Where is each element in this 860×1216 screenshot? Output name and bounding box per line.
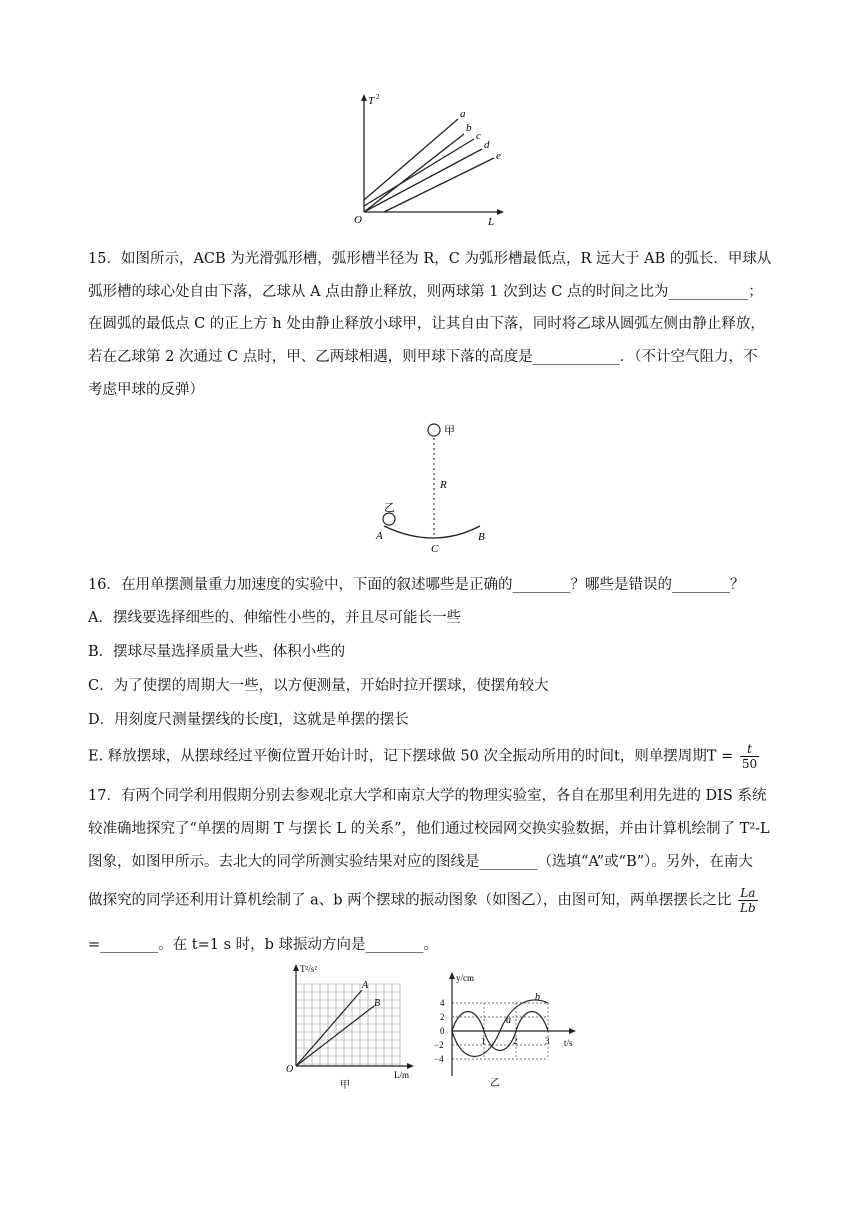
x-axis-label: L xyxy=(488,216,495,227)
wave-b-label: b xyxy=(535,992,540,1003)
jia-caption: 甲 xyxy=(340,1080,350,1090)
point-c-label: C xyxy=(431,543,439,555)
jia-origin: O xyxy=(286,1064,294,1075)
q15-line-3: 在圆弧的最低点 C 的正上方 h 处由静止释放小球甲，让其自由下落，同时将乙球从圆弧左侧由静止释放， xyxy=(88,316,765,332)
label-d: d xyxy=(484,139,490,151)
radius-label: R xyxy=(440,479,447,491)
yi-x-label: t/s xyxy=(564,1038,573,1048)
q17-line-4 xyxy=(88,886,760,915)
wave-b xyxy=(452,1000,548,1057)
q17-line-2: 较准确地探究了“单摆的周期 T 与摆长 L 的关系”，他们通过校园网交换实验数据，并由计算机绘制了 T²-L xyxy=(88,821,770,837)
xtick-2: 2 xyxy=(513,1036,518,1046)
line-e xyxy=(384,158,494,212)
point-a-label: A xyxy=(376,530,383,542)
label-e: e xyxy=(496,150,501,162)
ytick-2: 2 xyxy=(440,1012,445,1022)
q16-option-e-text: E. 释放摆球，从摆球经过平衡位置开始计时，记下摆球做 50 次全振动所用的时间t，则单摆周期T = xyxy=(88,748,734,765)
line-B xyxy=(296,1006,374,1066)
q15-line-1: 15．如图所示，ACB 为光滑弧形槽，弧形槽半径为 R，C 为弧形槽最低点，R 远大于 AB 的弧长．甲球从 xyxy=(88,251,772,267)
jia-y-label: T²/s² xyxy=(300,964,317,974)
ytick-neg4: −4 xyxy=(434,1054,444,1064)
q17-last-line: =________。在 t=1 s 时，b 球振动方向是________。 xyxy=(88,937,439,953)
ratio-numerator: La xyxy=(738,886,758,901)
ratio-denominator: Lb xyxy=(740,901,756,915)
q16-option-a: A．摆线要选择细些的、伸缩性小些的，并且尽可能长一些 xyxy=(88,610,461,626)
y-axis-exponent: 2 xyxy=(376,93,380,101)
ball-jia xyxy=(428,424,440,436)
xtick-1: 1 xyxy=(481,1036,486,1046)
q15-line-5: 考虑甲球的反弹） xyxy=(88,382,204,398)
yi-caption: 乙 xyxy=(490,1078,500,1089)
q15-line-2: 弧形槽的球心处自由下落，乙球从 A 点由静止释放，则两球第 1 次到达 C 点的时间之比为___________； xyxy=(88,284,763,300)
q16-stem: 16．在用单摆测量重力加速度的实验中，下面的叙述哪些是正确的________？哪些是错误的________？ xyxy=(88,577,745,593)
yi-y-label: y/cm xyxy=(456,973,474,983)
ytick-0: 0 xyxy=(440,1026,445,1036)
q16-option-d: D．用刻度尺测量摆线的长度l，这就是单摆的摆长 xyxy=(88,712,409,728)
origin-label: O xyxy=(354,214,362,226)
ball-jia-label: 甲 xyxy=(444,425,455,437)
figure-yi xyxy=(432,968,592,1090)
line-d xyxy=(364,149,482,212)
label-b: b xyxy=(466,122,472,134)
line-a xyxy=(364,119,458,200)
fraction-numerator: t xyxy=(740,742,759,757)
q16-option-c: C．为了使摆的周期大一些，以方便测量，开始时拉开摆球，使摆角较大 xyxy=(88,678,549,694)
period-fraction xyxy=(740,742,759,771)
q16-option-b: B．摆球尽量选择质量大些、体积小些的 xyxy=(88,644,346,660)
ytick-neg2: −2 xyxy=(434,1040,444,1050)
line-b xyxy=(364,134,464,212)
figure-jia xyxy=(280,960,420,1090)
xtick-3: 3 xyxy=(545,1036,550,1046)
arc-groove xyxy=(384,526,480,538)
ball-yi-label: 乙 xyxy=(384,502,395,514)
label-c: c xyxy=(476,130,481,142)
ytick-4: 4 xyxy=(440,998,445,1008)
fraction-denominator: 50 xyxy=(741,757,758,771)
q17-line-3: 图象，如图甲所示。去北大的同学所测实验结果对应的图线是________（选填“A”或“B”）。另外，在南大 xyxy=(88,854,753,870)
t2-l-figure xyxy=(340,92,510,227)
line-c xyxy=(364,139,474,206)
label-B: B xyxy=(374,998,381,1009)
point-b-label: B xyxy=(478,531,485,543)
y-axis-label: T xyxy=(368,95,375,107)
q16-option-e xyxy=(88,742,761,771)
label-A: A xyxy=(362,980,369,991)
arc-groove-figure xyxy=(370,418,500,560)
q17-line-1: 17．有两个同学利用假期分别去参观北京大学和南京大学的物理实验室，各自在那里利用先进的 DIS 系统 xyxy=(88,788,767,804)
label-a: a xyxy=(460,108,466,120)
wave-a-label: a xyxy=(506,1015,511,1026)
length-ratio-fraction xyxy=(738,886,758,915)
q15-line-4: 若在乙球第 2 次通过 C 点时，甲、乙两球相遇，则甲球下落的高度是____________．（不计空气阻力，不 xyxy=(88,349,758,365)
ball-yi xyxy=(383,513,395,525)
jia-x-label: L/m xyxy=(394,1070,409,1080)
q17-line-4-text: 做探究的同学还利用计算机绘制了 a、b 两个摆球的振动图象（如图乙），由图可知，两单摆摆长之比 xyxy=(88,892,732,909)
